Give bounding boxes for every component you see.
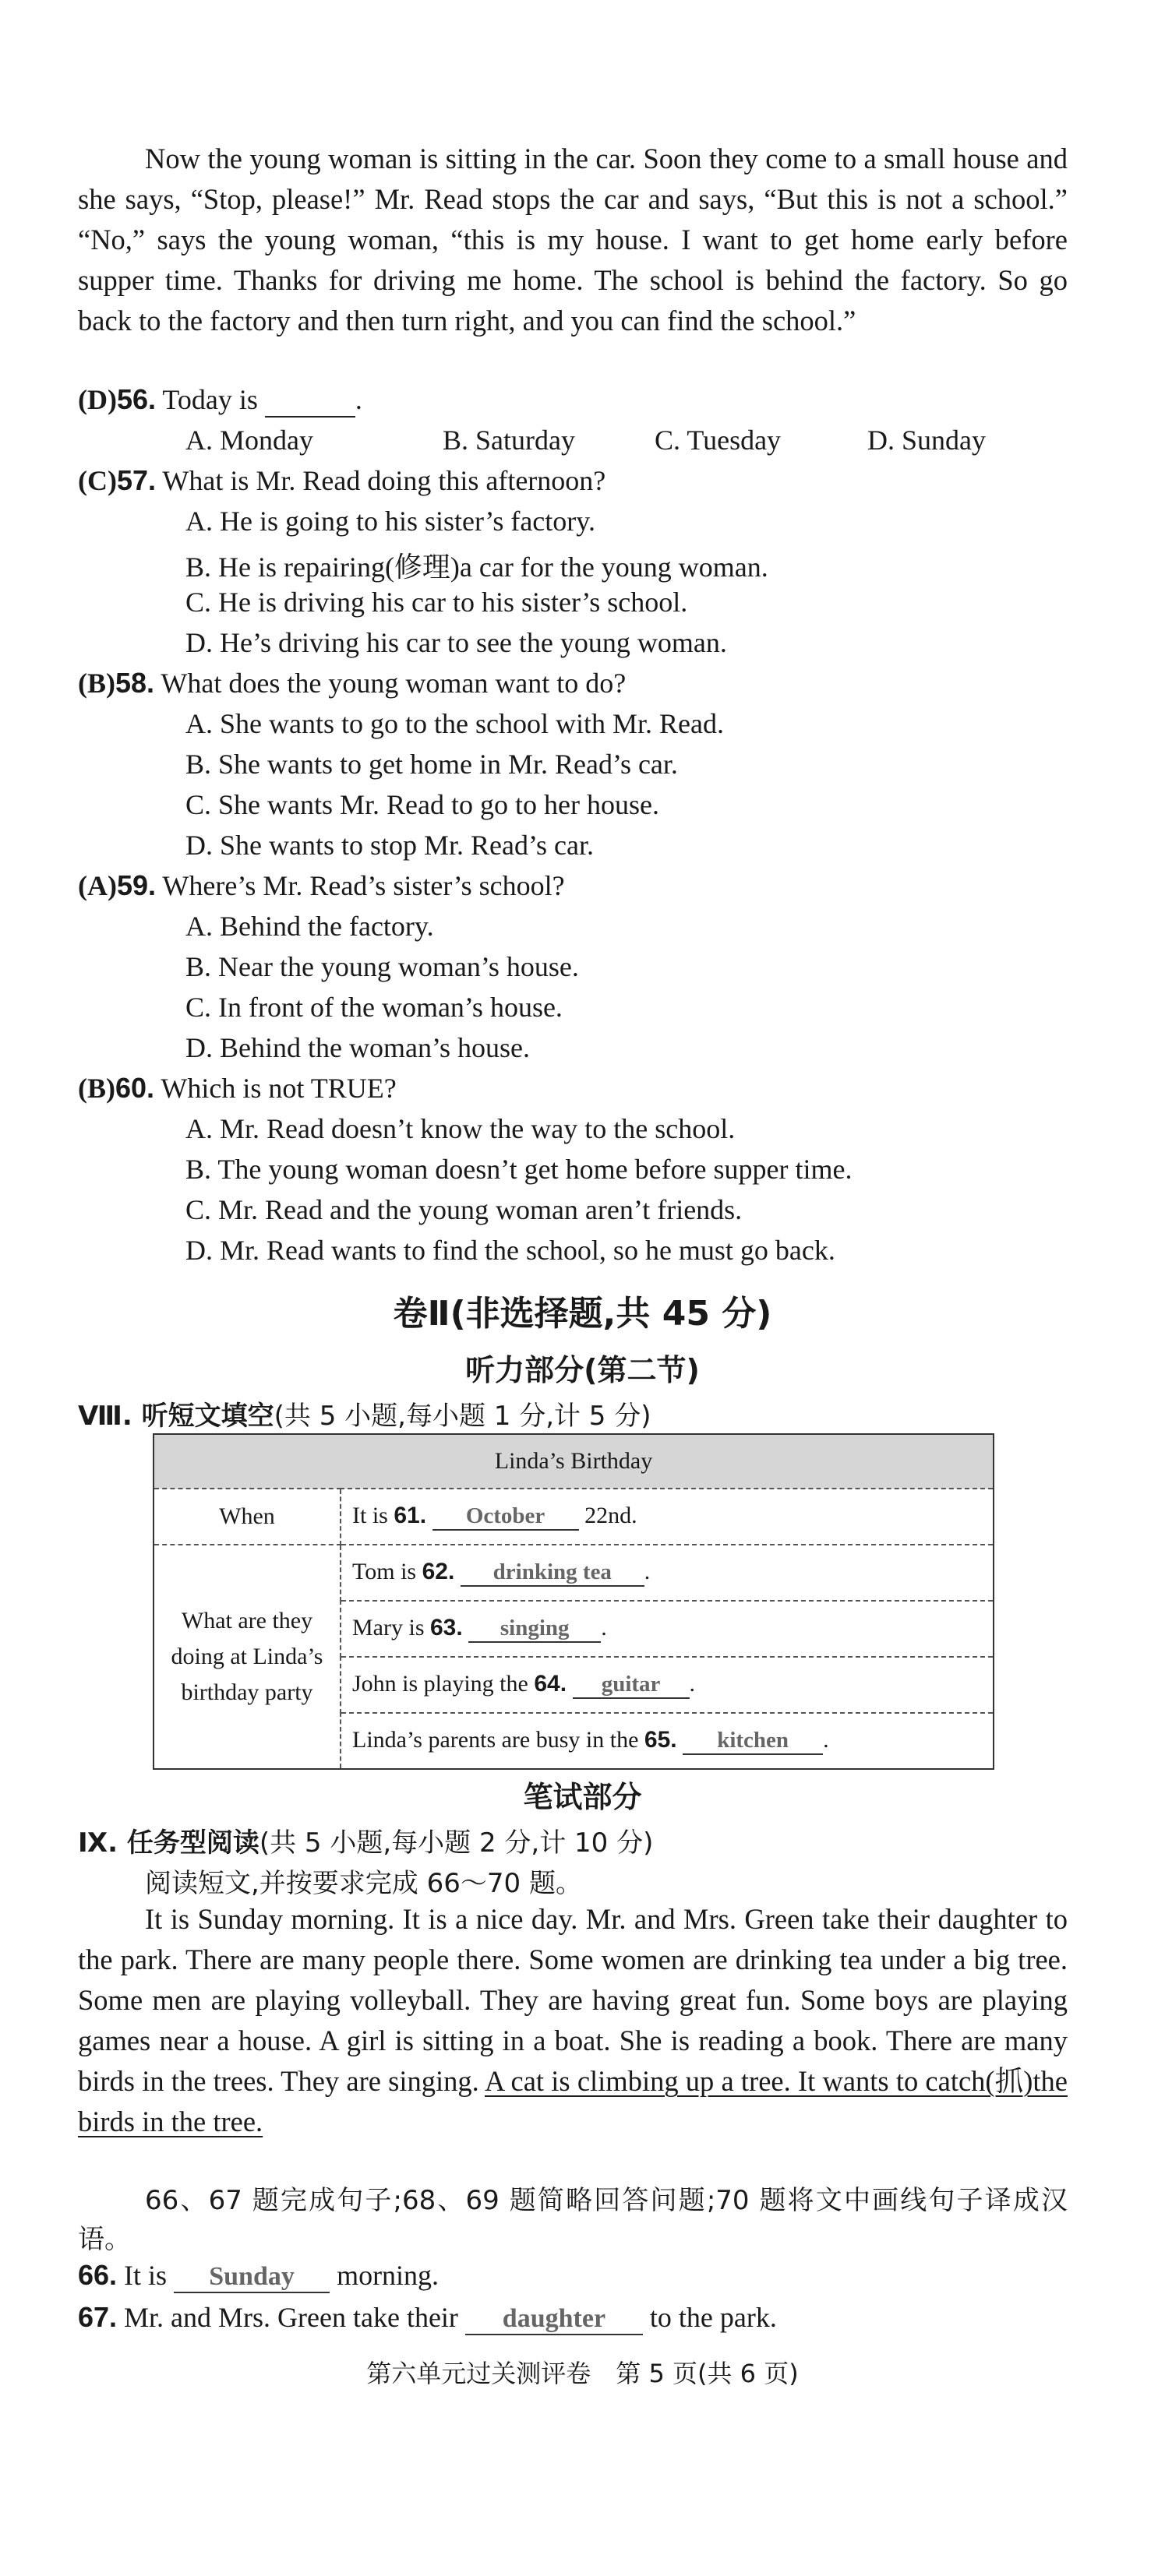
option-b: B. He is repairing(修理)a car for the young woman. bbox=[185, 551, 768, 583]
option-a: A. She wants to go to the school with Mr. Read. bbox=[185, 708, 724, 739]
table-row-61 bbox=[341, 1489, 994, 1545]
section-info: (共 5 小题,每小题 1 分,计 5 分) bbox=[274, 1401, 651, 1432]
question-number: 56. bbox=[116, 383, 157, 415]
option-c: C. Tuesday bbox=[655, 425, 782, 456]
option-a: A. Monday bbox=[185, 425, 313, 456]
answer-65: kitchen bbox=[683, 1728, 823, 1755]
question-tail: . bbox=[355, 384, 362, 415]
answer-mark: (B) bbox=[78, 1073, 115, 1104]
answer-62: drinking tea bbox=[461, 1559, 644, 1587]
task-requirements: 66、67 题完成句子;68、69 题简略回答问题;70 题将文中画线句子译成汉语。 bbox=[78, 2185, 1068, 2255]
reading-passage: Now the young woman is sitting in the car. Soon they come to a small house and she says, “Stop, please!” Mr. Read stops the car and says, “But this is not a school.” “No,” says the young woman, “this is my house. I want to get home early before supper time. Thanks for driving me home. The school is behind the factory. So go back to the factory and then turn right, and you can find the school.” bbox=[78, 143, 1068, 337]
option-d: D. Behind the woman’s house. bbox=[185, 1032, 530, 1063]
blank-number: 64. bbox=[534, 1671, 567, 1697]
answer-64: guitar bbox=[573, 1672, 690, 1699]
table-row-65 bbox=[341, 1713, 994, 1769]
option-d: D. She wants to stop Mr. Read’s car. bbox=[185, 830, 594, 861]
blank-number: 62. bbox=[422, 1559, 455, 1584]
section-label: Ⅸ. 任务型阅读 bbox=[78, 1827, 259, 1859]
section-info: (共 5 小题,每小题 2 分,计 10 分) bbox=[259, 1827, 654, 1859]
question-text: to the park. bbox=[649, 2302, 777, 2333]
table-title: Linda’s Birthday bbox=[154, 1434, 994, 1489]
row-text: Mary is bbox=[352, 1615, 425, 1640]
row-text: . bbox=[601, 1615, 607, 1640]
answer-63: singing bbox=[468, 1616, 601, 1643]
question-number: 60. bbox=[115, 1072, 155, 1104]
option-a: A. Behind the factory. bbox=[185, 911, 434, 942]
question-number: 66. bbox=[78, 2259, 118, 2291]
blank-number: 63. bbox=[430, 1615, 463, 1640]
option-a: A. Mr. Read doesn’t know the way to the school. bbox=[185, 1113, 736, 1144]
question-text: It is bbox=[124, 2260, 168, 2291]
question-56 bbox=[78, 383, 362, 418]
question-60 bbox=[78, 1072, 397, 1105]
when-label: When bbox=[154, 1489, 341, 1545]
page-footer: 第六单元过关测评卷 第 5 页(共 6 页) bbox=[366, 2359, 799, 2388]
question-stem: Which is not TRUE? bbox=[161, 1073, 397, 1104]
table-row-63 bbox=[341, 1601, 994, 1657]
answer-61: October bbox=[432, 1503, 579, 1531]
listening-title: 听力部分(第二节) bbox=[465, 1353, 700, 1387]
question-stem: Today is bbox=[162, 384, 258, 415]
row-text: John is playing the bbox=[352, 1671, 528, 1697]
row-text: . bbox=[689, 1671, 696, 1697]
question-57 bbox=[78, 464, 605, 497]
question-number: 57. bbox=[116, 464, 157, 496]
birthday-table bbox=[153, 1433, 994, 1770]
option-b: B. Near the young woman’s house. bbox=[185, 951, 579, 982]
table-row-62 bbox=[341, 1545, 994, 1601]
option-d: D. Mr. Read wants to find the school, so he must go back. bbox=[185, 1235, 835, 1266]
passage-text: It is Sunday morning. It is a nice day. Mr. and Mrs. Green take their daughter to the park. There are many people there. Some women are drinking tea under a big tree. Some men are playing volleyball. They are having great fun. Some boys are playing games near a house. A girl is sitting in a boat. She is reading a book. There are many birds in the trees. They are singing. bbox=[78, 1903, 1068, 2097]
question-stem: Where’s Mr. Read’s sister’s school? bbox=[162, 870, 565, 901]
section-label: Ⅷ. 听短文填空 bbox=[78, 1401, 274, 1432]
question-number: 58. bbox=[115, 667, 155, 699]
option-b: B. The young woman doesn’t get home before supper time. bbox=[185, 1154, 853, 1185]
row-text: Tom is bbox=[352, 1559, 417, 1584]
answer-mark: (C) bbox=[78, 465, 117, 496]
written-title: 笔试部分 bbox=[523, 1780, 642, 1814]
row-text: . bbox=[644, 1559, 651, 1584]
question-66 bbox=[78, 2259, 439, 2293]
section-9-heading bbox=[78, 1821, 653, 1859]
question-stem: What does the young woman want to do? bbox=[161, 668, 627, 699]
option-c: C. Mr. Read and the young woman aren’t friends. bbox=[185, 1194, 743, 1225]
blank-number: 65. bbox=[644, 1727, 677, 1753]
question-text: morning. bbox=[337, 2260, 440, 2291]
question-59 bbox=[78, 869, 565, 902]
answer-67: daughter bbox=[465, 2304, 643, 2335]
question-number: 59. bbox=[116, 869, 157, 901]
doing-label: What are they doing at Linda’s birthday party bbox=[154, 1545, 341, 1769]
question-number: 67. bbox=[78, 2301, 118, 2333]
answer-mark: (A) bbox=[78, 870, 117, 901]
blank-number: 61. bbox=[394, 1503, 427, 1528]
answer-66: Sunday bbox=[174, 2262, 330, 2293]
option-a: A. He is going to his sister’s factory. bbox=[185, 506, 595, 537]
row-text: . bbox=[823, 1727, 829, 1753]
answer-blank bbox=[265, 383, 355, 418]
section-8-heading bbox=[78, 1394, 651, 1432]
row-text: 22nd. bbox=[584, 1503, 637, 1528]
option-c: C. In front of the woman’s house. bbox=[185, 992, 563, 1023]
underlined-sentence: A cat is climbing up a tree. It wants to catch(抓)the birds in the tree. bbox=[78, 2065, 1068, 2137]
row-text: It is bbox=[352, 1503, 388, 1528]
question-58 bbox=[78, 667, 626, 700]
table-row-64 bbox=[341, 1657, 994, 1713]
volume-title: 卷Ⅱ(非选择题,共 45 分) bbox=[393, 1294, 772, 1334]
option-d: D. Sunday bbox=[867, 425, 986, 456]
option-c: C. He is driving his car to his sister’s school. bbox=[185, 587, 688, 618]
option-d: D. He’s driving his car to see the young woman. bbox=[185, 627, 727, 658]
question-67 bbox=[78, 2301, 777, 2335]
answer-mark: (B) bbox=[78, 668, 115, 699]
answer-mark: (D) bbox=[78, 384, 117, 415]
task-instruction: 阅读短文,并按要求完成 66～70 题。 bbox=[145, 1868, 582, 1899]
reading-passage-2 bbox=[78, 1899, 1068, 2142]
question-text: Mr. and Mrs. Green take their bbox=[124, 2302, 458, 2333]
option-b: B. Saturday bbox=[443, 425, 575, 456]
question-stem: What is Mr. Read doing this afternoon? bbox=[162, 465, 606, 496]
row-text: Linda’s parents are busy in the bbox=[352, 1727, 639, 1753]
option-b: B. She wants to get home in Mr. Read’s car. bbox=[185, 749, 678, 780]
option-c: C. She wants Mr. Read to go to her house. bbox=[185, 789, 659, 820]
